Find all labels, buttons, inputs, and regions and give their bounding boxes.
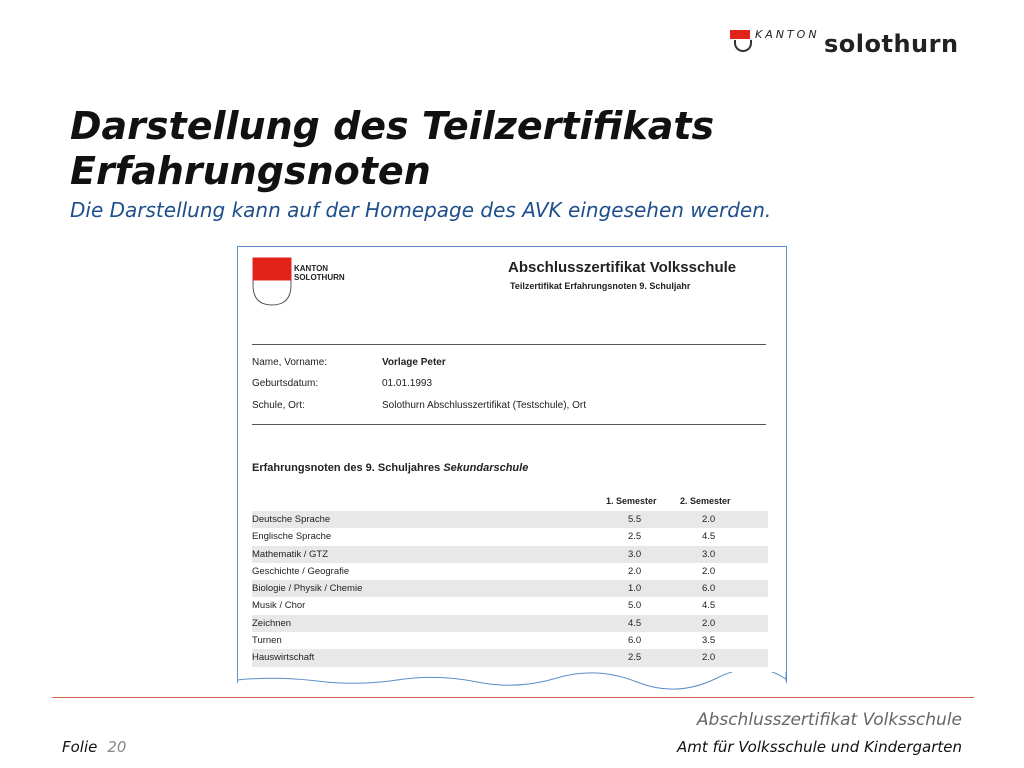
logo-shield-icon	[734, 40, 752, 52]
table-row	[252, 546, 768, 563]
slide-title: Darstellung des Teilzertifikats Erfahrungsnoten	[70, 104, 715, 193]
subject-cell: Biologie / Physik / Chemie	[252, 583, 363, 595]
grade-cell-s2: 2.0	[702, 565, 716, 577]
slide-subtitle: Die Darstellung kann auf der Homepage des AVK eingesehen werden.	[70, 198, 772, 222]
subject-cell: Zeichnen	[252, 617, 292, 629]
footer-title: Abschlusszertifikat Volksschule	[696, 710, 962, 730]
info-value: Solothurn Abschlusszertifikat (Testschule), Ort	[382, 400, 586, 411]
subject-cell: Deutsche Sprache	[252, 514, 331, 525]
subject-cell: Englische Sprache	[252, 531, 332, 543]
table-row	[252, 563, 768, 580]
folie-number: 20	[107, 738, 127, 756]
logo-flag-icon	[730, 30, 750, 39]
grade-cell-s1: 6.0	[628, 635, 642, 647]
kanton-solothurn-logo	[728, 28, 978, 58]
grade-cell-s1: 2.5	[628, 531, 642, 543]
canton-shield-icon	[252, 257, 292, 307]
subject-cell: Musik / Chor	[252, 600, 306, 612]
doc-kanton-line2: SOLOTHURN	[294, 273, 345, 282]
divider-middle	[252, 424, 766, 425]
table-row	[252, 615, 768, 632]
subject-cell: Turnen	[252, 635, 282, 647]
table-row	[252, 597, 768, 614]
grade-cell-s1: 4.5	[628, 617, 642, 629]
info-label: Schule, Ort:	[252, 400, 305, 411]
grade-cell-s2: 4.5	[702, 531, 716, 543]
doc-kanton-line1: KANTON	[294, 264, 329, 273]
column-header-semester-1: 1. Semester	[606, 496, 657, 506]
grade-cell-s1: 5.5	[628, 514, 642, 525]
grade-cell-s1: 1.0	[628, 583, 642, 595]
doc-subheading: Teilzertifikat Erfahrungsnoten 9. Schuljahr	[510, 281, 691, 291]
info-value: 01.01.1993	[382, 378, 433, 389]
info-label: Name, Vorname:	[252, 357, 328, 368]
grade-cell-s1: 2.5	[628, 652, 642, 664]
section-title	[252, 462, 528, 474]
subject-cell: Hauswirtschaft	[252, 652, 315, 664]
logo-kanton-text: KANTON	[755, 28, 820, 41]
column-header-semester-2: 2. Semester	[680, 496, 731, 506]
document-torn-edge	[237, 672, 787, 692]
logo-solothurn-text: solothurn	[824, 30, 959, 58]
grade-cell-s2: 2.0	[702, 652, 716, 664]
grades-table	[252, 511, 768, 667]
doc-heading: Abschlusszertifikat Volksschule	[508, 259, 737, 276]
table-row	[252, 580, 768, 597]
grade-cell-s2: 6.0	[702, 583, 716, 595]
footer-department: Amt für Volksschule und Kindergarten	[677, 738, 962, 756]
grade-cell-s2: 4.5	[702, 600, 716, 612]
folie-label: Folie	[62, 738, 98, 756]
doc-kanton-label	[294, 264, 345, 282]
grade-cell-s2: 3.5	[702, 635, 716, 647]
grade-cell-s2: 2.0	[702, 617, 716, 629]
footer-divider	[52, 697, 974, 698]
grade-cell-s2: 2.0	[702, 514, 716, 525]
subject-cell: Geschichte / Geografie	[252, 565, 350, 577]
section-title-italic: Sekundarschule	[443, 462, 529, 474]
table-row	[252, 632, 768, 649]
subject-cell: Mathematik / GTZ	[252, 548, 329, 560]
footer-slide-number	[62, 738, 126, 756]
info-label: Geburtsdatum:	[252, 378, 319, 389]
divider-top	[252, 344, 766, 345]
certificate-document	[237, 246, 787, 683]
table-row	[252, 649, 768, 666]
grade-cell-s1: 3.0	[628, 548, 642, 560]
grade-cell-s1: 5.0	[628, 600, 642, 612]
grade-cell-s2: 3.0	[702, 548, 716, 560]
section-title-text: Erfahrungsnoten des 9. Schuljahres	[252, 462, 441, 474]
table-row	[252, 528, 768, 545]
info-value: Vorlage Peter	[382, 357, 446, 368]
grade-cell-s1: 2.0	[628, 565, 642, 577]
table-row	[252, 511, 768, 528]
